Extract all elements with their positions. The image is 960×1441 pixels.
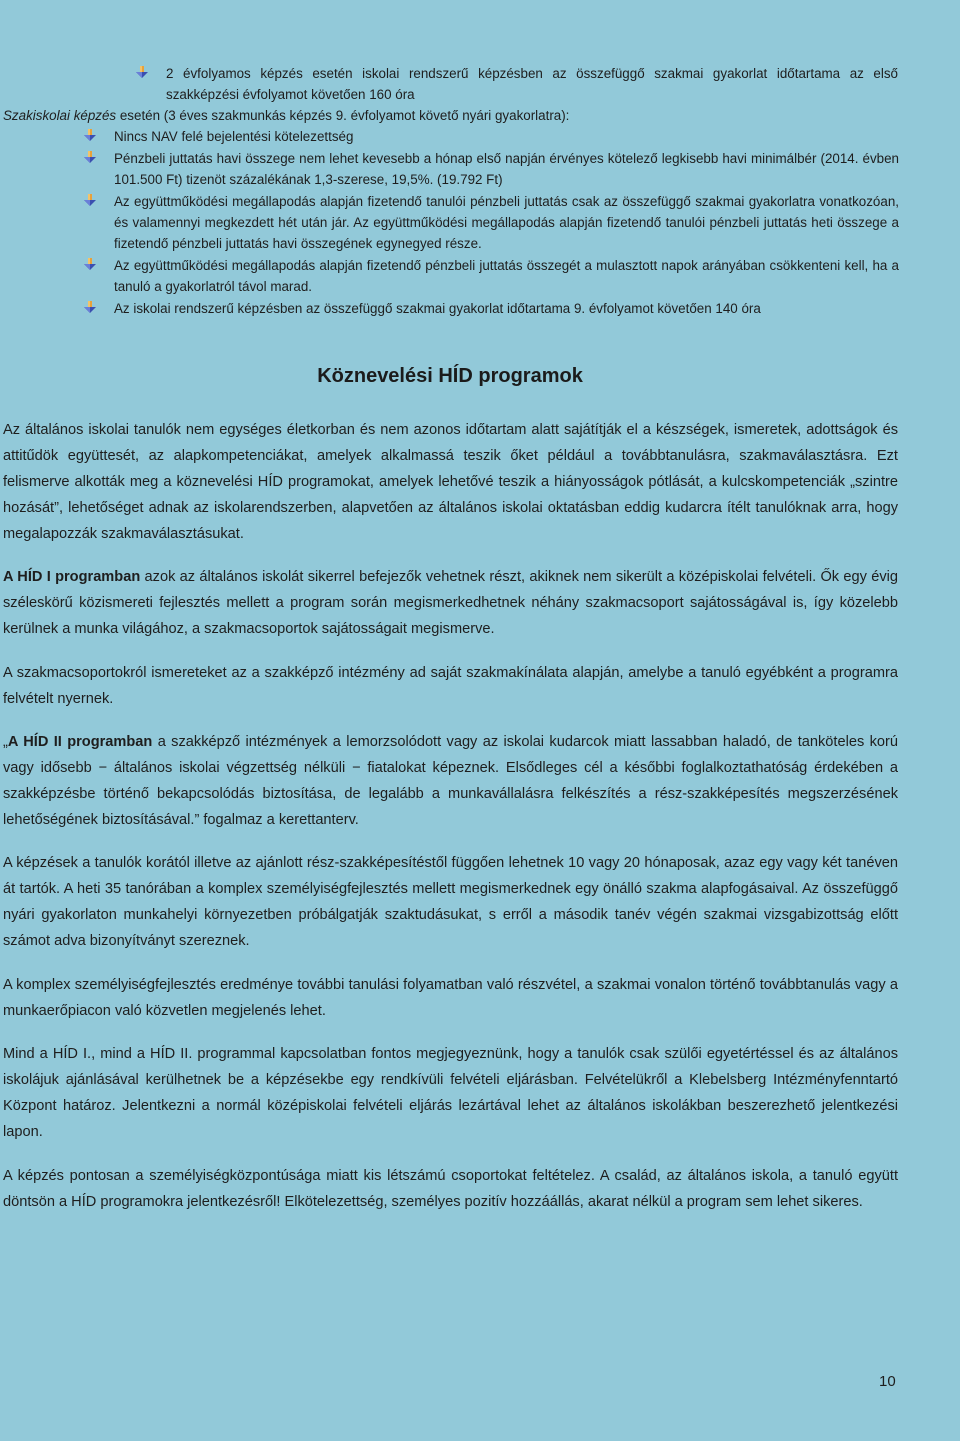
- paragraph-hid-i-text: azok az általános iskolát sikerrel befejezők vehetnek részt, akiknek nem sikerült a középiskolai felvételi. Ők egy évig széleskörű közismereti fejlesztés mellett a program során megismerkedhetnek néhány szakmacsoport sajátosságával is, így közelebb kerülnek a munka világához, a szakmacsoportok sajátosságait megismerve.: [3, 569, 898, 637]
- paragraph-hid-ii-bold: A HÍD II programban: [7, 734, 153, 750]
- page-title: Köznevelési HÍD programok: [317, 365, 583, 387]
- list-item: [84, 255, 899, 297]
- bullet-arrow-icon: [136, 66, 148, 79]
- intro-bullet-line1: 2 évfolyamos képzés esetén iskolai rendszerű képzésben az összefüggő szakmai gyakorlat időtartama az első: [166, 66, 898, 81]
- paragraph-hid-ii-text: a szakképző intézmények a lemorzsolódott vagy az iskolai kudarcok miatt lassabban haladó, de tanköteles korú vagy idősebb − általános iskolai végzettség nélküli − fiatalokat képeznek. Elsődleges cél a későbbi foglalkoztathatóság érdekében a szakképzésbe történő bekapcsolódás biztosítása, de legalább a munkavállalásra felkészítés a rész-szakképesítés megszerzésének lehetőségének biztosításával.” fogalmaz a kerettanterv.: [3, 734, 898, 828]
- paragraph-kepzesek: A képzések a tanulók korától illetve az ajánlott rész-szakképesítéstől függően lehetnek 10 vagy 20 hónaposak, azaz egy vagy két tanéven át tartók. A heti 35 tanórában a komplex személyiségfejlesztés mellett megismerkednek egy önálló szakma alapfogásaival. Az összefüggő nyári gyakorlaton munkahelyi környezetben próbálgatják szaktudásukat, s erről a második tanév végén szakmai vizsgabizottság előtt számot adva bizonyítványt szereznek.: [3, 855, 898, 949]
- bullet-arrow-icon: [84, 258, 96, 271]
- list-item-text: Pénzbeli juttatás havi összege nem lehet kevesebb a hónap első napján érvényes kötelező legkisebb havi minimálbér (2014. évben 101.500 Ft) tizenöt százalékának 1,3-szerese, 19,5%. (19.792 Ft): [114, 151, 899, 187]
- list-item-text: Az iskolai rendszerű képzésben az összefüggő szakmai gyakorlat időtartama 9. évfolyamot követően 140 óra: [114, 301, 761, 316]
- paragraph-hid-ii: [3, 729, 898, 833]
- page-number: 10: [879, 1373, 896, 1390]
- paragraph-intro: Az általános iskolai tanulók nem egységes életkorban és nem azonos időtartam alatt sajátítják el a készségek, ismeretek, adottságok és attitűdök együttesét, az alapkompetenciákat, amelyek alkalmassá teszik őket például a továbbtanulásra, szakmaválasztásra. Ezt felismerve alkották meg a köznevelési HÍD programokat, amelyek lehetővé teszik a hiányosságok pótlását, a kulcskompetenciák „szintre hozását”, lehetőséget adnak az iskolarendszerben, alapvetően az általános iskolai oktatásban eddig kudarcra ítélt tanulóknak arra, hogy megalapozzák szakmaválasztásukat.: [3, 422, 898, 542]
- bullet-arrow-icon: [84, 151, 96, 164]
- bullet-arrow-icon: [84, 129, 96, 142]
- paragraph-hid-i-bold: A HÍD I programban: [3, 569, 141, 585]
- bullet-arrow-icon: [84, 194, 96, 207]
- szakiskolai-line: [3, 105, 903, 126]
- paragraph-szakmacsoport: A szakmacsoportokról ismereteket az a szakképző intézmény ad saját szakmakínálata alapján, amelybe a tanuló egyébként a programra felvételt nyernek.: [3, 665, 898, 707]
- bullet-list: [84, 126, 899, 320]
- paragraph-felvetel: Mind a HÍD I., mind a HÍD II. programmal kapcsolatban fontos megjegyeznünk, hogy a tanulók csak szülői egyetértéssel és az általános iskolájuk ajánlásával kerülhetnek be a képzésekbe egy rendkívüli felvételi eljárásban. Felvételükről a Klebelsberg Intézményfenntartó Központ határoz. Jelentkezni a normál középiskolai felvételi eljárás lezártával lehet az általános iskolákban beszerezhető jelentkezési lapon.: [3, 1046, 898, 1140]
- intro-bullet-row: [136, 63, 898, 105]
- list-item-text: Az együttműködési megállapodás alapján fizetendő tanulói pénzbeli juttatás csak az összefüggő szakmai gyakorlatra vonatkozóan, és valamennyi megkezdett hét után jár. Az együttműködési megállapodás alapján fizetendő tanulói pénzbeli juttatás heti összege a fizetendő pénzbeli juttatás havi összegének egynegyed része.: [114, 194, 899, 251]
- list-item: [84, 148, 899, 190]
- intro-bullet-line2: szakképzési évfolyamot követően 160 óra: [166, 87, 415, 102]
- paragraph-hid-i: [3, 564, 898, 642]
- szakiskolai-rest: esetén (3 éves szakmunkás képzés 9. évfolyamot követő nyári gyakorlatra):: [116, 108, 570, 123]
- list-item: [84, 298, 899, 319]
- bullet-arrow-icon: [84, 301, 96, 314]
- list-item: [84, 191, 899, 254]
- paragraph-hid-ii-open-quote: „: [3, 734, 8, 750]
- list-item-text: Nincs NAV felé bejelentési kötelezettség: [114, 129, 354, 144]
- list-item-text: Az együttműködési megállapodás alapján fizetendő pénzbeli juttatás összegét a mulasztott napok arányában csökkenteni kell, ha a tanuló a gyakorlatról távol marad.: [114, 258, 899, 294]
- list-item: [84, 126, 899, 147]
- paragraph-szemelyiseg: A képzés pontosan a személyiségközpontúsága miatt kis létszámú csoportokat feltételez. A család, az általános iskola, a tanuló együtt döntsön a HÍD programokra jelentkezésről! Elkötelezettség, személyes pozitív hozzáállás, akarat nélkül a program sem lehet sikeres.: [3, 1168, 898, 1210]
- paragraph-komplex: A komplex személyiségfejlesztés eredménye további tanulási folyamatban való részvétel, a szakmai vonalon történő továbbtanulás vagy a munkaerőpiacon való közvetlen megjelenés lehet.: [3, 977, 898, 1019]
- intro-bullet: [136, 63, 898, 105]
- szakiskolai-italic: Szakiskolai képzés: [3, 108, 117, 123]
